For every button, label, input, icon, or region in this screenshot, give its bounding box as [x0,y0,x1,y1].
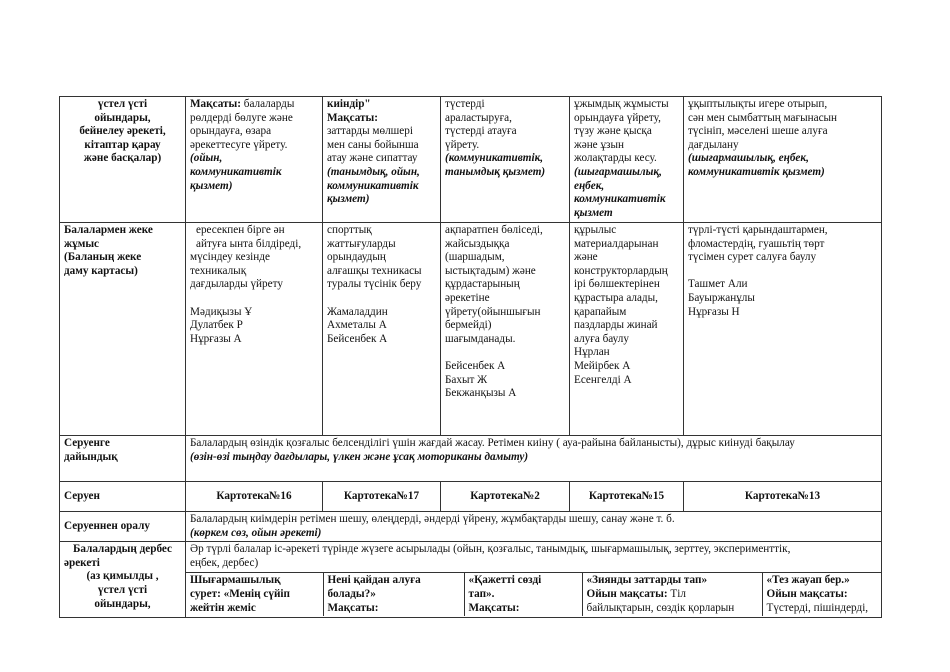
games-subtable [186,572,882,616]
row-table-activities [60,97,882,223]
cell-fri: ұқыптылықты игере отырып, сән мен сымбаттың мағынасын түсініп, мәселені шеше алуға дағдылану (шығармашылық, еңбек, коммуникативтік қызмет) [684,97,882,223]
row-header-independent-activity: Балалардың дербес әрекеті (аз қимылды , үстел үсті ойындары, [60,542,186,618]
card-link-fri[interactable]: Картотека№13 [684,482,882,512]
daily-plan-table [59,96,882,618]
row-walk [60,482,882,512]
card-link-mon[interactable]: Картотека№16 [186,482,323,512]
card-link-wed[interactable]: Картотека№2 [441,482,570,512]
row-walk-preparation [60,436,882,482]
row-individual-work [60,223,882,436]
row-return-from-walk [60,512,882,542]
row-header-walk: Серуен [60,482,186,512]
cell-walk-preparation-content: Балалардың өзіндік қозғалыс белсенділігі үшін жағдай жасау. Ретімен киіну ( ауа-райына байланысты), дұрыс киінуді бақылау (өзін-өзі тыңдау дағдылары, үлкен және ұсақ моториканы дамыту) [186,436,882,482]
cell-mon: ересекпен бірге ән айтуға ынта білдіреді, мүсіндеу кезінде техникалық дағдыларды үйрету Мәдиқызы Ұ Дулатбек Р Нұрғазы А [186,223,323,436]
game-mon: Шығармашылық сурет: «Менің сүйіп жейтін жеміс [186,573,323,616]
row-header-individual-work: Балалармен жеке жұмыс (Баланың жеке даму картасы) [60,223,186,436]
row-independent-activity [60,542,882,618]
cell-fri: түрлі-түсті қарындаштармен, фломастердің, гуашьтің төрт түсімен сурет салуға баулу Ташмет Али Бауыржанұлы Нұрғазы Н [684,223,882,436]
row-header-walk-preparation: Серуенге дайындық [60,436,186,482]
row-header-return: Серуеннен оралу [60,512,186,542]
cell-thu: ұжымдық жұмысты орындауға үйрету, түзу және қысқа және ұзын жолақтарды кесу. (шығармашылық, еңбек, коммуникативтік қызмет [570,97,684,223]
card-link-tue[interactable]: Картотека№17 [323,482,441,512]
cell-return-content: Балалардың киімдерін ретімен шешу, өлеңдерді, әндерді үйрену, жұмбақтарды шешу, санау және т. б. (көркем сөз, ойын әрекеті) [186,512,882,542]
card-link-thu[interactable]: Картотека№15 [570,482,684,512]
cell-independent-content: Әр түрлі балалар іс-әрекеті түрінде жүзеге асырылады (ойын, қозғалыс, танымдық, шығармашылық, зерттеу, эксперименттік, еңбек, дербес) Шығармашылық сурет: «Менің сүйіп жейтін жеміс Нені қайдан алуға болады?» Мақсаты: «Қажетті сөзді тап». Мақсаты: «Зиянды заттарды тап» Ойын мақсаты: Тіл байлықтарын, сөздік қорларын «Тез жауап бер.» Ойын мақсаты: Түстерді, пішіндерді, [186,542,882,618]
cell-thu: құрылыс материалдарынан және конструкторлардың ірі бөлшектерінен құрастыра алады, қарапайым паздларды жинай алуға баулу Нұрлан Мейірбек А Есенгелді А [570,223,684,436]
cell-tue: спорттық жаттығуларды орындаудың алғашқы техникасы туралы түсінік беру Жамаладдин Ахметалы А Бейсенбек А [323,223,441,436]
game-wed: «Қажетті сөзді тап». Мақсаты: [464,573,582,616]
row-header-table-activities: үстел үсті ойындары, бейнелеу әрекеті, кітаптар қарау және басқалар) [60,97,186,223]
cell-mon: Мақсаты: балаларды рөлдерді бөлуге және орындауға, өзара әрекеттесуге үйрету. (ойын, коммуникативтік қызмет) [186,97,323,223]
game-tue: Нені қайдан алуға болады?» Мақсаты: [323,573,464,616]
game-thu: «Зиянды заттарды тап» Ойын мақсаты: Тіл байлықтарын, сөздік қорларын [582,573,762,616]
cell-tue: киіндір" Мақсаты: заттарды мөлшері мен саны бойынша атау және сипаттау (танымдық, ойын, коммуникативтік қызмет) [323,97,441,223]
cell-wed: түстерді араластыруға, түстерді атауға үйрету. (коммуникативтік, танымдық қызмет) [441,97,570,223]
cell-wed: ақпаратпен бөліседі, жайсыздыққа (шаршадым, ыстықтадым) және құрдастарының әрекетіне үйрету(ойыншығын бермейді) шағымданады. Бейсенбек А Бахыт Ж Бекжанқызы А [441,223,570,436]
game-fri: «Тез жауап бер.» Ойын мақсаты: Түстерді, пішіндерді, [762,573,882,616]
